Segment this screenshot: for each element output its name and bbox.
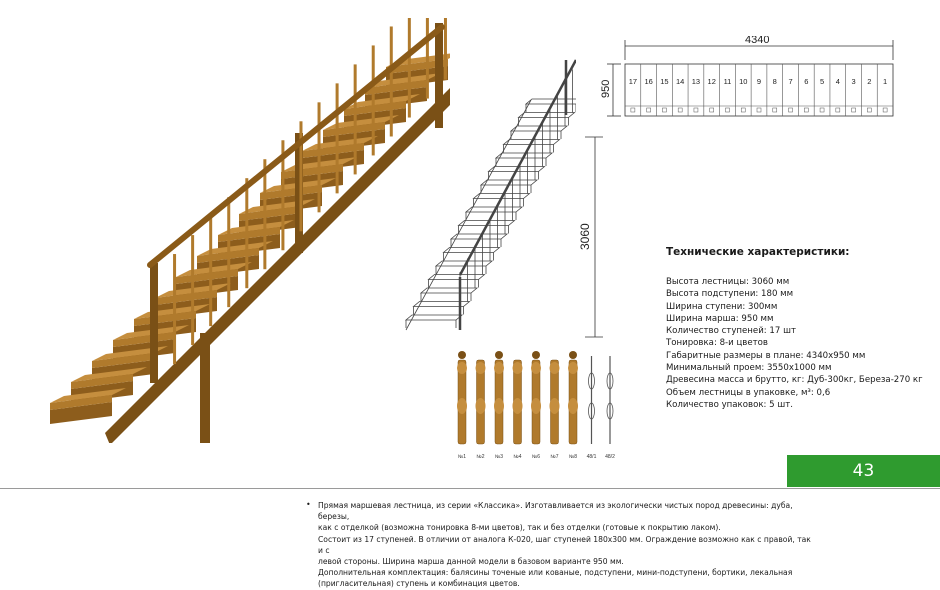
baluster-turning	[513, 398, 523, 414]
plan-step-number: 9	[756, 77, 762, 86]
spec-line: Объем лестницы в упаковке, м³: 0,6	[666, 387, 831, 398]
baluster-turning	[457, 398, 467, 414]
staircase-render	[40, 18, 450, 443]
spec-line: Минимальный проем: 3550х1000 мм	[666, 363, 832, 374]
baluster-turning	[550, 398, 560, 414]
baluster-label: №8	[568, 454, 578, 460]
height-dimension-label: 3060	[578, 223, 592, 250]
spec-line: Ширина ступени: 300мм	[666, 301, 778, 312]
spec-line: Высота подступени: 180 мм	[666, 289, 794, 300]
product-description	[318, 500, 818, 590]
plan-step-number: 17	[628, 77, 638, 86]
description-bullet: •	[306, 500, 311, 509]
plan-step-number: 13	[691, 77, 701, 86]
specs-title: Технические характеристики:	[666, 246, 850, 258]
support-post	[200, 333, 210, 443]
spec-line: Тонировка: 8-и цветов	[666, 338, 768, 349]
rail-baluster	[227, 197, 230, 307]
description-line: как с отделкой (возможна тонировка 8-ми цветов), так и без отделки (готовые к покрытию лаком).	[318, 523, 721, 533]
baluster-options	[448, 346, 638, 461]
description-line: Состоит из 17 ступеней. В отличии от аналога К-020, шаг ступеней 180х300 мм. Ограждение возможно как с правой, так и с	[318, 534, 811, 555]
baluster-turning	[476, 362, 486, 374]
line-tread	[429, 275, 485, 280]
plan-step-number: 5	[819, 77, 825, 86]
baluster-turning	[494, 398, 504, 414]
baluster-turning	[457, 362, 467, 374]
description-line: (пригласительная) ступень и комбинация цветов.	[318, 579, 520, 589]
baluster-top	[495, 351, 503, 359]
spec-line: Высота лестницы: 3060 мм	[666, 277, 790, 287]
baluster-turning	[531, 398, 541, 414]
baluster-label: №3	[494, 454, 504, 460]
rail-baluster	[191, 235, 194, 345]
baluster-label: №4	[513, 454, 522, 460]
rail-baluster	[209, 216, 212, 326]
line-tread	[526, 99, 576, 104]
rail-baluster	[173, 254, 176, 364]
line-tread	[421, 288, 477, 293]
description-line: Прямая маршевая лестница, из серии «Классика». Изготавливается из экологически чистых пород древесины: дуба, березы,	[318, 501, 793, 522]
plan-step-number: 15	[660, 77, 669, 86]
plan-step-number: 6	[804, 77, 809, 86]
plan-step-number: 7	[788, 77, 793, 86]
divider-line	[0, 488, 940, 489]
baluster-turning	[476, 398, 486, 414]
baluster-turning	[568, 362, 578, 374]
rail-baluster	[390, 26, 393, 136]
baluster-label: 48/1	[586, 454, 597, 460]
baluster-top	[532, 351, 540, 359]
spec-line: Древесина масса и брутто, кг: Дуб-300кг, Береза-270 кг	[666, 375, 923, 386]
rail-baluster	[372, 45, 375, 155]
line-tread	[406, 315, 462, 320]
height-dimension	[565, 132, 605, 342]
line-handrail	[460, 60, 576, 275]
plan-width-label: 4340	[745, 36, 770, 46]
baluster-label: №7	[550, 454, 559, 460]
spec-line: Количество ступеней: 17 шт	[666, 326, 796, 337]
description-line: левой стороны. Ширина марша данной модели в базовом варианте 950 мм.	[318, 557, 624, 567]
plan-step-number: 11	[723, 77, 732, 86]
baluster-turning	[513, 362, 523, 374]
plan-step-number: 2	[867, 77, 872, 86]
newel-post	[150, 263, 158, 383]
plan-view	[595, 36, 905, 126]
plan-step-number: 12	[707, 77, 716, 86]
baluster-label: №1	[457, 454, 467, 460]
baluster-turning	[494, 362, 504, 374]
rail-baluster	[318, 102, 321, 212]
baluster-label: 48/2	[605, 454, 615, 460]
plan-step-number: 3	[851, 77, 856, 86]
description-line: Дополнительная комплектация: балясины точеные или кованые, подступени, мини-подступени, бортики, лекальная	[318, 568, 793, 578]
baluster-turning	[531, 362, 541, 374]
rail-baluster	[354, 64, 357, 174]
rail-baluster	[336, 83, 339, 193]
spec-line: Количество упаковок: 5 шт.	[666, 399, 793, 410]
plan-depth-label: 950	[600, 79, 612, 98]
baluster-label: №6	[531, 454, 541, 460]
baluster-top	[458, 351, 466, 359]
baluster-turning	[568, 398, 578, 414]
plan-step-number: 10	[739, 77, 748, 86]
staircase-line-drawing	[396, 55, 576, 340]
plan-step-number: 4	[835, 77, 840, 86]
specs-list	[666, 276, 923, 411]
page-number: 43	[852, 461, 875, 481]
baluster-top	[569, 351, 577, 359]
plan-step-number: 16	[644, 77, 653, 86]
baluster-label: №2	[476, 454, 485, 460]
spec-line: Габаритные размеры в плане: 4340х950 мм	[666, 350, 866, 361]
rail-baluster	[245, 178, 248, 288]
spec-line: Ширина марша: 950 мм	[666, 313, 774, 324]
baluster-turning	[550, 362, 560, 374]
plan-step-number: 1	[883, 77, 888, 86]
plan-step-number: 14	[676, 77, 685, 86]
plan-step-number: 8	[772, 77, 777, 86]
